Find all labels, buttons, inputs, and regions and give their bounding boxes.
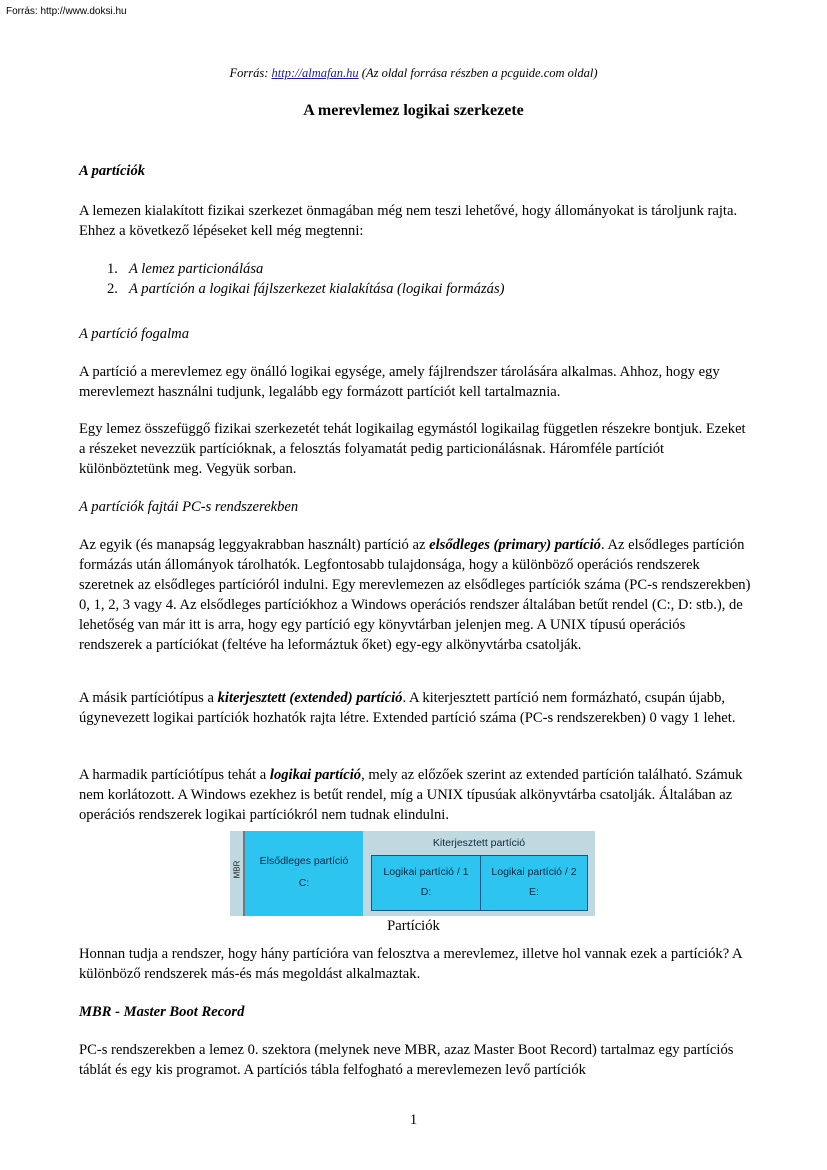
page-title: A merevlemez logikai szerkezete xyxy=(303,102,524,119)
concept-paragraph-2: Egy lemez összefüggő fizikai szerkezetét tehát logikailag egymástól logikailag független részekre bontjuk. Ezeket a részeket nevezzük partícióknak, a felosztás folyamatát pedig particionálásnak. Háromféle partíciót különböztetünk meg. Vegyük sorban. xyxy=(79,421,746,477)
types-heading: A partíciók fajtái PC-s rendszerekben xyxy=(79,499,299,515)
logical-paragraph xyxy=(79,765,751,825)
list-number: 2. xyxy=(107,281,118,297)
extended-partition-label: Kiterjesztett partíció xyxy=(432,837,526,849)
source-header-label: Forrás: http://www.doksi.hu xyxy=(6,6,127,17)
source-line xyxy=(0,66,827,81)
list-text: A lemez particionálása xyxy=(129,261,264,277)
mbr-label: MBR xyxy=(232,860,242,879)
list-item xyxy=(107,259,747,279)
extended-text-before: A másik partíciótípus a xyxy=(79,690,218,706)
logical-text-before: A harmadik partíciótípus tehát a xyxy=(79,767,270,783)
extended-term: kiterjesztett (extended) partíció xyxy=(217,690,403,706)
partitions-heading: A partíciók xyxy=(79,163,146,179)
logical-partition-1-block xyxy=(371,855,481,911)
logical-partition-1-label: Logikai partíció / 1 xyxy=(383,866,469,878)
list-number: 1. xyxy=(107,261,118,277)
partition-diagram xyxy=(230,831,595,916)
diagram-caption: Partíciók xyxy=(387,918,440,934)
list-text: A partíción a logikai fájlszerkezet kialakítása (logikai formázás) xyxy=(129,281,505,297)
primary-drive-letter: C: xyxy=(298,877,310,889)
primary-term: elsődleges (primary) partíció xyxy=(429,537,601,553)
primary-text-before: Az egyik (és manapság leggyakrabban használt) partíció az xyxy=(79,537,430,553)
primary-text-after: . Az elsődleges partíción formázás után állományok tárolhatók. Legfontosabb tulajdonsága, hogy a különböző operációs rendszerek szeretnek az elsődleges partícióról indulni. Egy merevlemezen az elsődleges partíciók száma (PC-s rendszerekben) 0, 1, 2, 3 vagy 4. Az elsődleges partíciókhoz a Windows operációs rendszer általában betűt rendel (C:, D: stb.), de lehetőség van már itt is arra, hogy egy partíció egy könyvtárban jelenjen meg. A UNIX típusú operációs rendszerek a partíciókat (feltéve ha leformáztuk őket) egy-egy alkönyvtárba csatolják. xyxy=(79,537,751,653)
primary-partition-label: Elsődleges partíció xyxy=(259,855,349,867)
concept-paragraph-1: A partíció a merevlemez egy önálló logikai egysége, amely fájlrendszer tárolására alkalmas. Ahhoz, hogy egy merevlemezt használni tudjunk, legalább egy formázott partíciót kell tartalmaznia. xyxy=(79,364,720,400)
source-prefix: Forrás: xyxy=(229,66,272,80)
concept-heading: A partíció fogalma xyxy=(79,326,189,342)
mbr-heading: MBR - Master Boot Record xyxy=(79,1004,245,1020)
page-number: 1 xyxy=(409,1112,418,1128)
logical-text-after: , mely az előzőek szerint az extended partíción található. Számuk nem korlátozott. A Windows ezekhez is betűt rendel, míg a UNIX típusúak alkönyvtárba csatolják. Általában az operációs rendszerek logikai partíciókról nem tudnak elindulni. xyxy=(79,767,743,823)
steps-list xyxy=(107,259,747,299)
list-item xyxy=(107,279,747,299)
logical-term: logikai partíció xyxy=(269,767,362,783)
question-paragraph: Honnan tudja a rendszer, hogy hány partícióra van felosztva a merevlemez, illetve hol vannak ezek a partíciók? A különböző rendszerek más-és más megoldást alkalmaztak. xyxy=(79,946,742,982)
extended-paragraph xyxy=(79,688,751,728)
intro-paragraph: A lemezen kialakított fizikai szerkezet önmagában még nem teszi lehetővé, hogy állományokat is tároljunk rajta. Ehhez a következő lépéseket kell még megtenni: xyxy=(79,203,738,239)
primary-paragraph xyxy=(79,535,751,655)
extended-text-after: . A kiterjesztett partíció nem formázható, csupán újabb, úgynevezett logikai partíciók hozhatók rajta létre. Extended partíció száma (PC-s rendszerekben) 0 vagy 1 lehet. xyxy=(79,690,736,726)
mbr-block xyxy=(230,831,245,916)
logical-partition-2-block xyxy=(480,855,588,911)
primary-partition-block xyxy=(245,831,363,916)
logical-partition-1-drive: D: xyxy=(420,886,432,898)
source-link[interactable]: http://almafan.hu xyxy=(271,66,359,80)
logical-partition-2-label: Logikai partíció / 2 xyxy=(491,866,577,878)
mbr-paragraph: PC-s rendszerekben a lemez 0. szektora (melynek neve MBR, azaz Master Boot Record) tartalmaz egy partíciós táblát és egy kis programot. A partíciós tábla felfogható a merevlemezen levő partíciók xyxy=(79,1042,734,1078)
logical-partition-2-drive: E: xyxy=(529,886,539,898)
source-suffix: (Az oldal forrása részben a pcguide.com oldal) xyxy=(358,66,598,80)
